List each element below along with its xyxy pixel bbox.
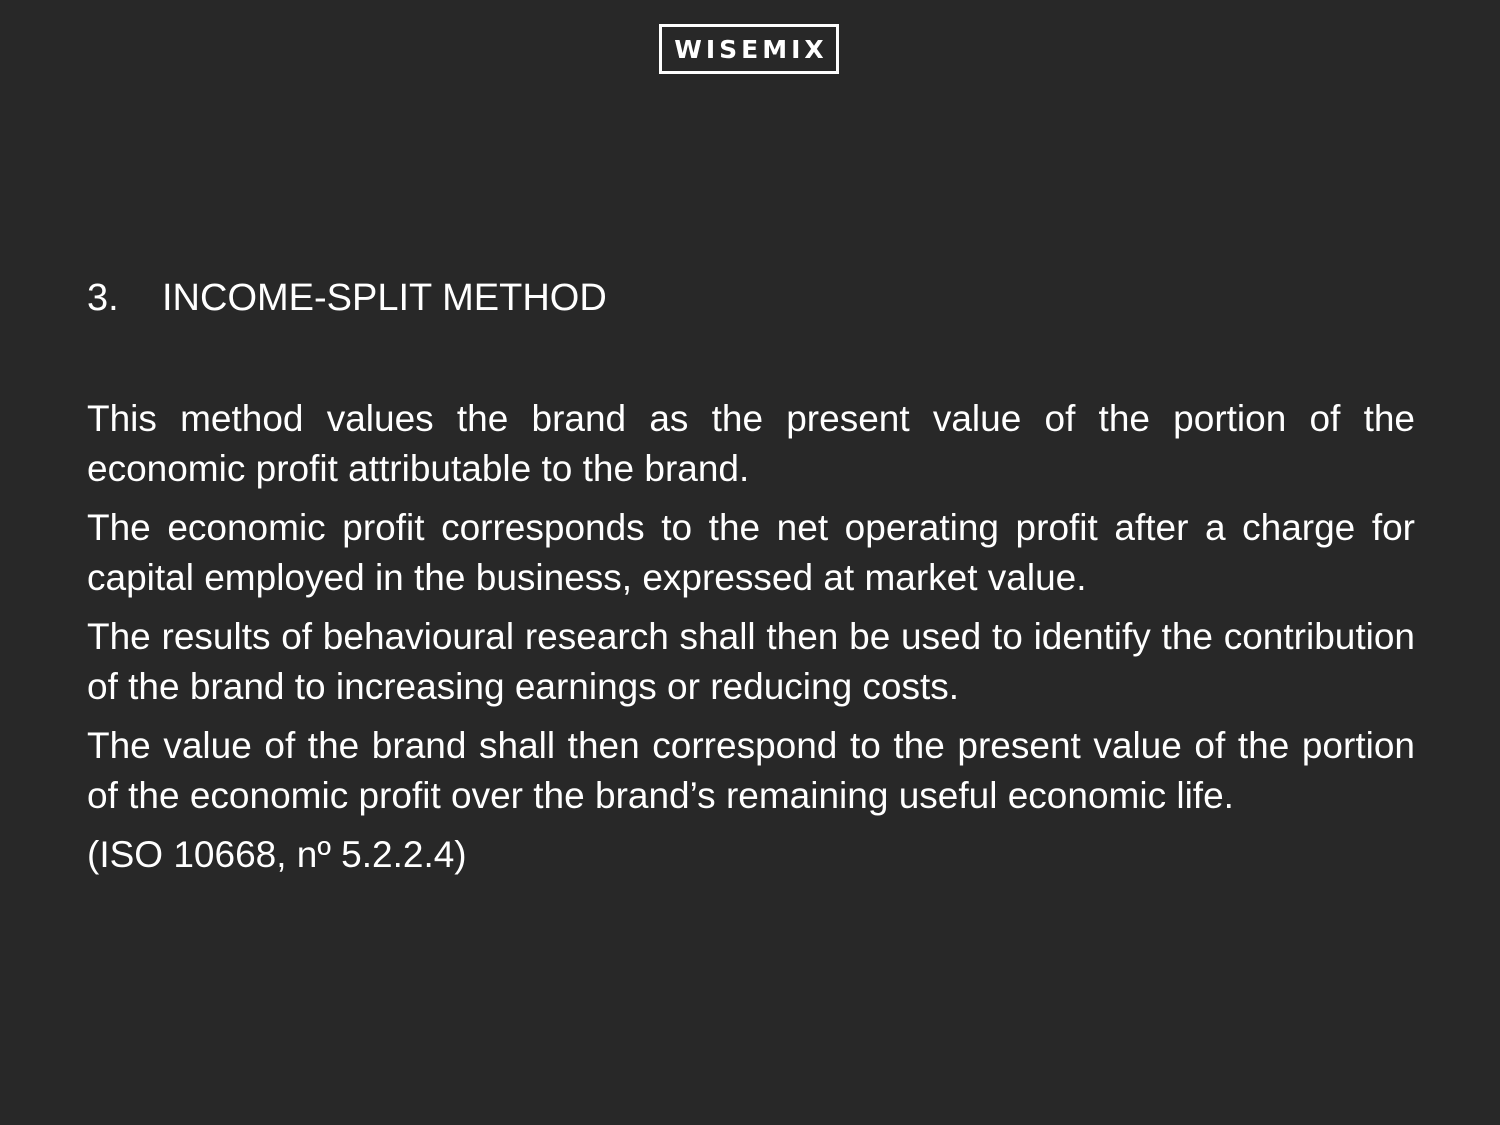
citation: (ISO 10668, nº 5.2.2.4)	[87, 834, 467, 875]
paragraph: The results of behavioural research shall then be used to identify the contribution of the brand to increasing earnings or reducing costs.	[87, 616, 1415, 707]
paragraph: This method values the brand as the present value of the portion of the economic profit attributable to the brand.	[87, 398, 1415, 489]
paragraph: The value of the brand shall then correspond to the present value of the portion of the economic profit over the brand’s remaining useful economic life.	[87, 725, 1415, 816]
paragraph: The economic profit corresponds to the net operating profit after a charge for capital employed in the business, expressed at market value.	[87, 507, 1415, 598]
section-title: INCOME-SPLIT METHOD	[162, 277, 607, 319]
logo-text: WISEMIX	[674, 34, 828, 64]
body-text	[87, 394, 1415, 880]
section-number: 3.	[87, 277, 119, 319]
wisemix-logo	[659, 24, 839, 74]
section-heading	[87, 276, 607, 320]
